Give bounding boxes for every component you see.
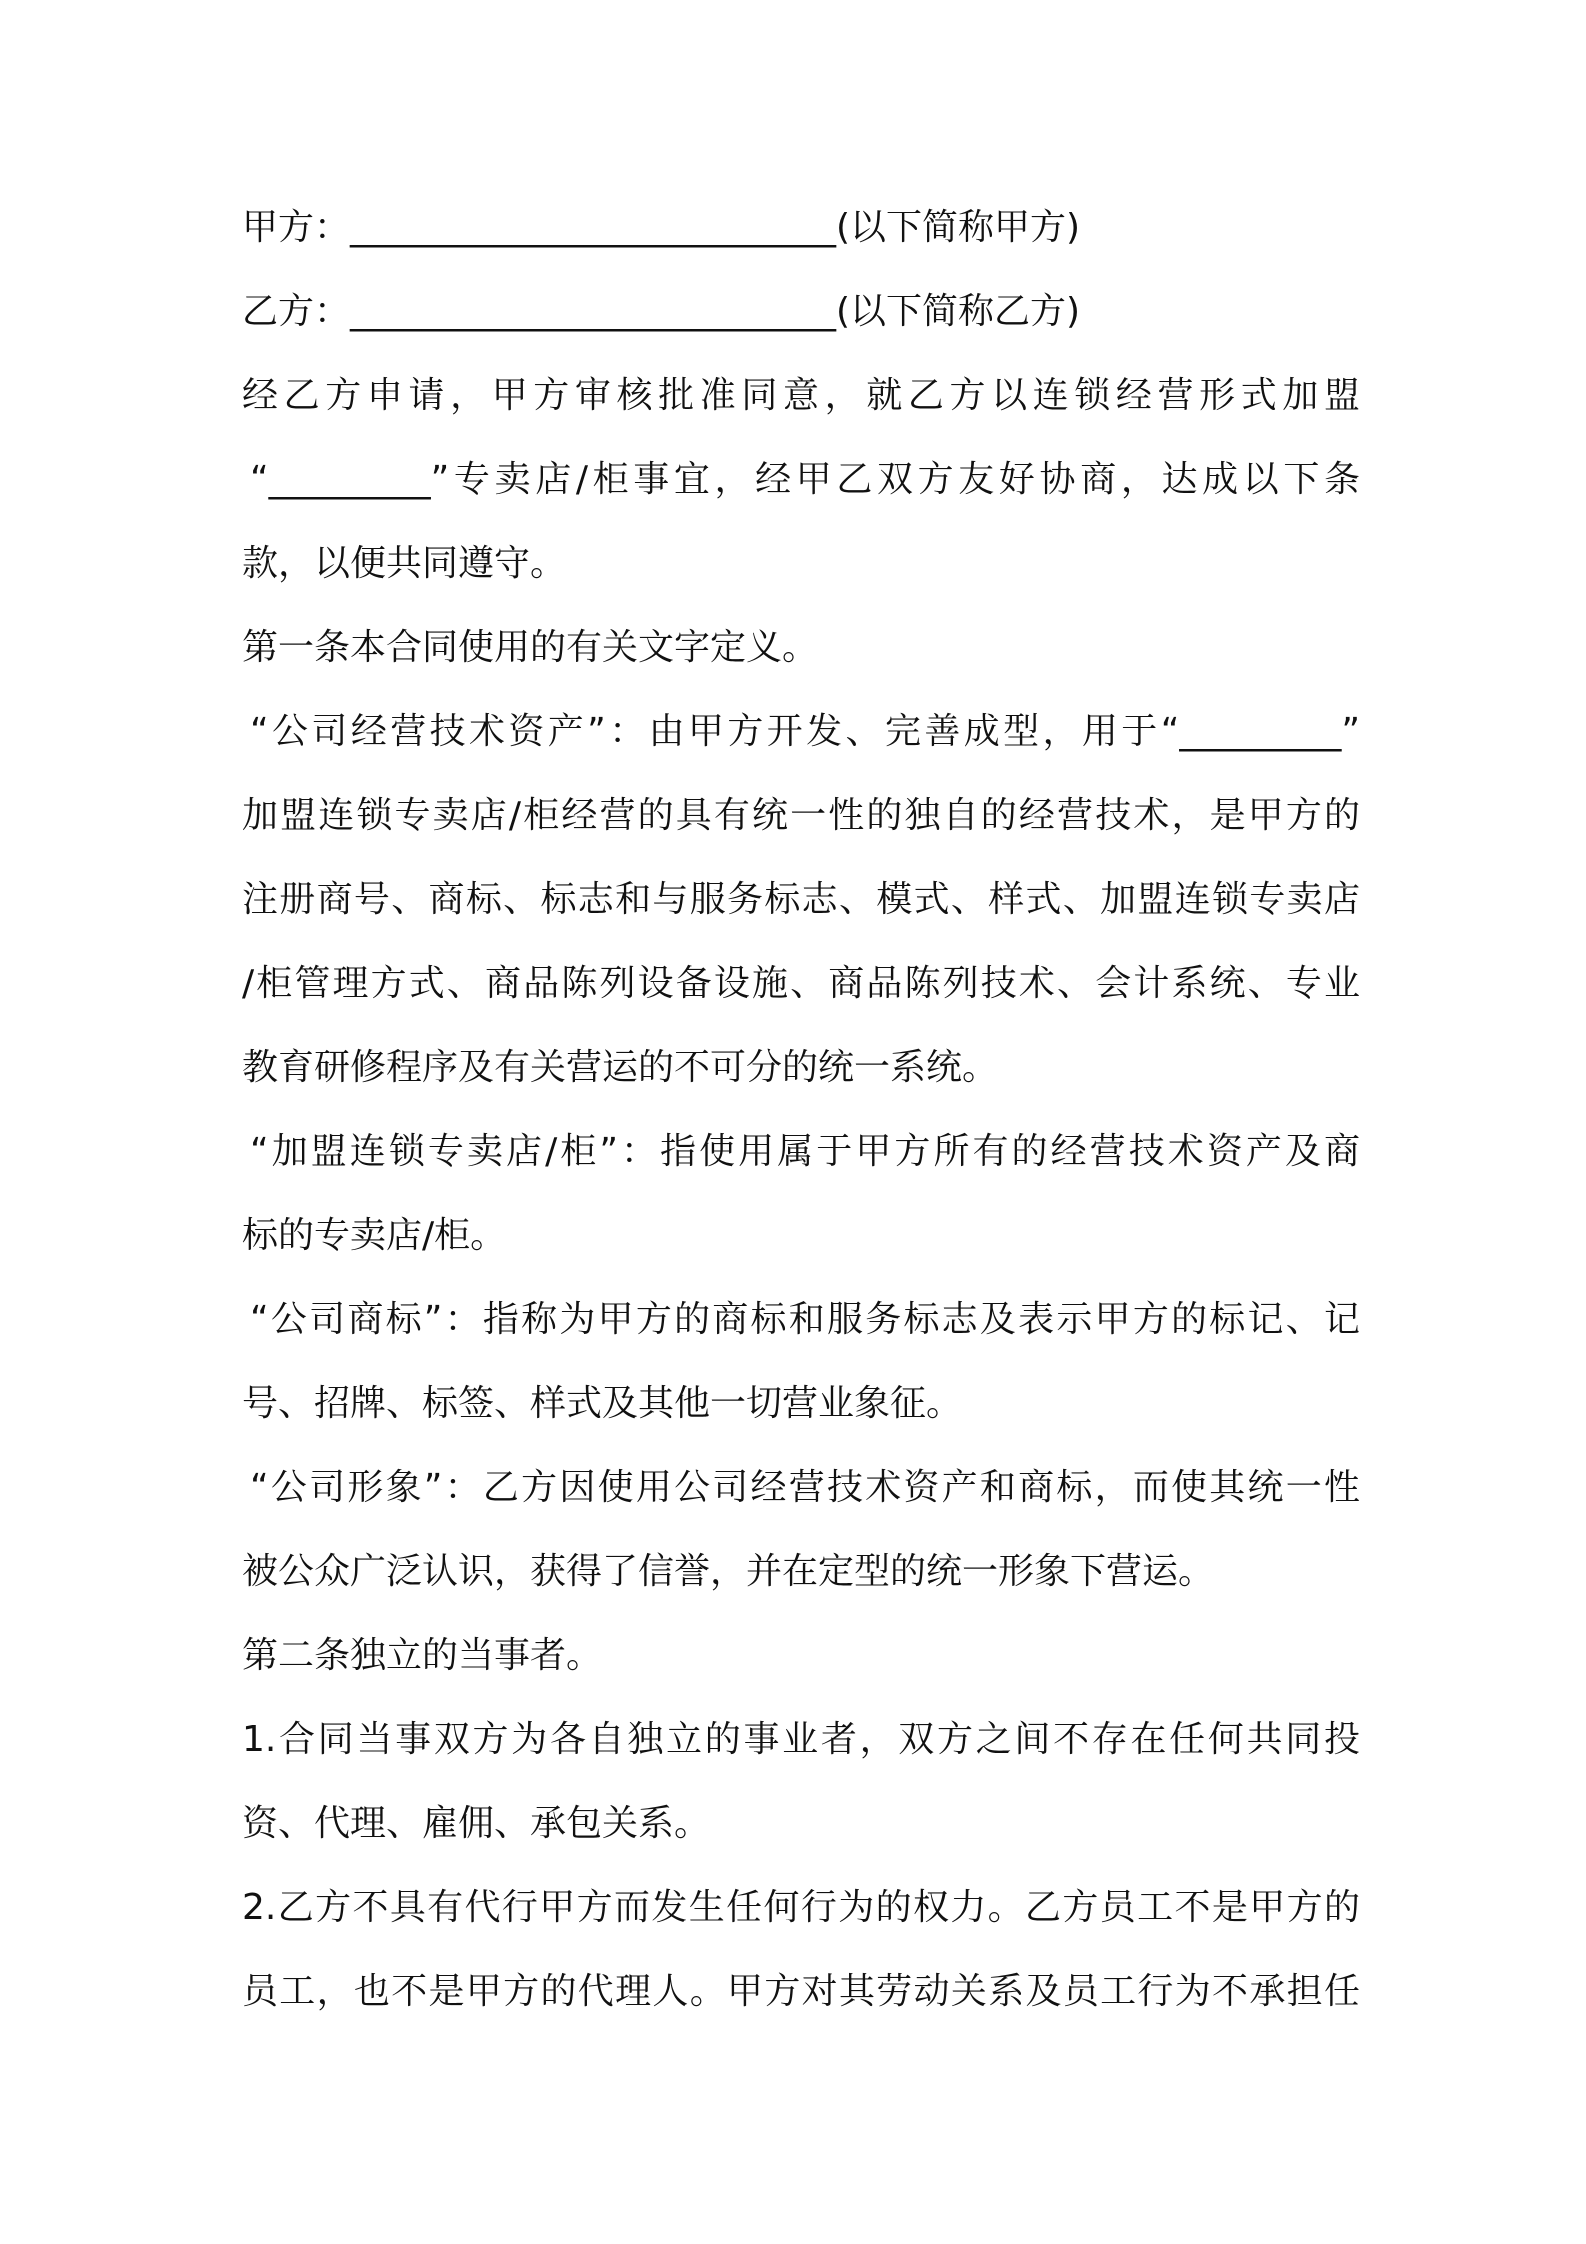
clause-2-1-line-1: 1.合同当事双方为各自独立的事业者，双方之间不存在任何共同投 (242, 1719, 1360, 1760)
preamble-line-1: 经乙方申请，甲方审核批准同意，就乙方以连锁经营形式加盟 (242, 375, 1360, 416)
definition-store-line-2: 标的专卖店/柜。 (242, 1215, 507, 1256)
preamble-line-2: “_________”专卖店/柜事宜，经甲乙双方友好协商，达成以下条 (250, 459, 1360, 500)
definition-assets-line-3: 注册商号、商标、标志和与服务标志、模式、样式、加盟连锁专卖店 (242, 879, 1360, 920)
party-b-line: 乙方：___________________________(以下简称乙方) (242, 291, 1081, 332)
party-a-line: 甲方：___________________________(以下简称甲方) (242, 207, 1081, 248)
definition-assets-line-2: 加盟连锁专卖店/柜经营的具有统一性的独自的经营技术，是甲方的 (242, 795, 1360, 836)
definition-image-line-1: “公司形象”：乙方因使用公司经营技术资产和商标，而使其统一性 (250, 1467, 1360, 1508)
definition-assets-line-5: 教育研修程序及有关营运的不可分的统一系统。 (242, 1047, 999, 1088)
contract-body (242, 200, 1360, 2048)
preamble-line-3: 款，以便共同遵守。 (242, 543, 567, 584)
definition-assets-line-1: “公司经营技术资产”：由甲方开发、完善成型，用于“_________” (250, 711, 1360, 752)
clause-2-1-line-2: 资、代理、雇佣、承包关系。 (242, 1803, 711, 1844)
definition-store-line-1: “加盟连锁专卖店/柜”：指使用属于甲方所有的经营技术资产及商 (250, 1131, 1360, 1172)
definition-assets-line-4: /柜管理方式、商品陈列设备设施、商品陈列技术、会计系统、专业 (242, 963, 1360, 1004)
clause-2-2-line-2: 员工，也不是甲方的代理人。甲方对其劳动关系及员工行为不承担任 (242, 1971, 1360, 2012)
definition-image-line-2: 被公众广泛认识，获得了信誉，并在定型的统一形象下营运。 (242, 1551, 1215, 1592)
definition-trademark-line-1: “公司商标”：指称为甲方的商标和服务标志及表示甲方的标记、记 (250, 1299, 1360, 1340)
clause-2-2-line-1: 2.乙方不具有代行甲方而发生任何行为的权力。乙方员工不是甲方的 (242, 1887, 1360, 1928)
definition-trademark-line-2: 号、招牌、标签、样式及其他一切营业象征。 (242, 1383, 963, 1424)
article-2-heading: 第二条独立的当事者。 (242, 1635, 603, 1676)
article-1-heading: 第一条本合同使用的有关文字定义。 (242, 627, 819, 668)
